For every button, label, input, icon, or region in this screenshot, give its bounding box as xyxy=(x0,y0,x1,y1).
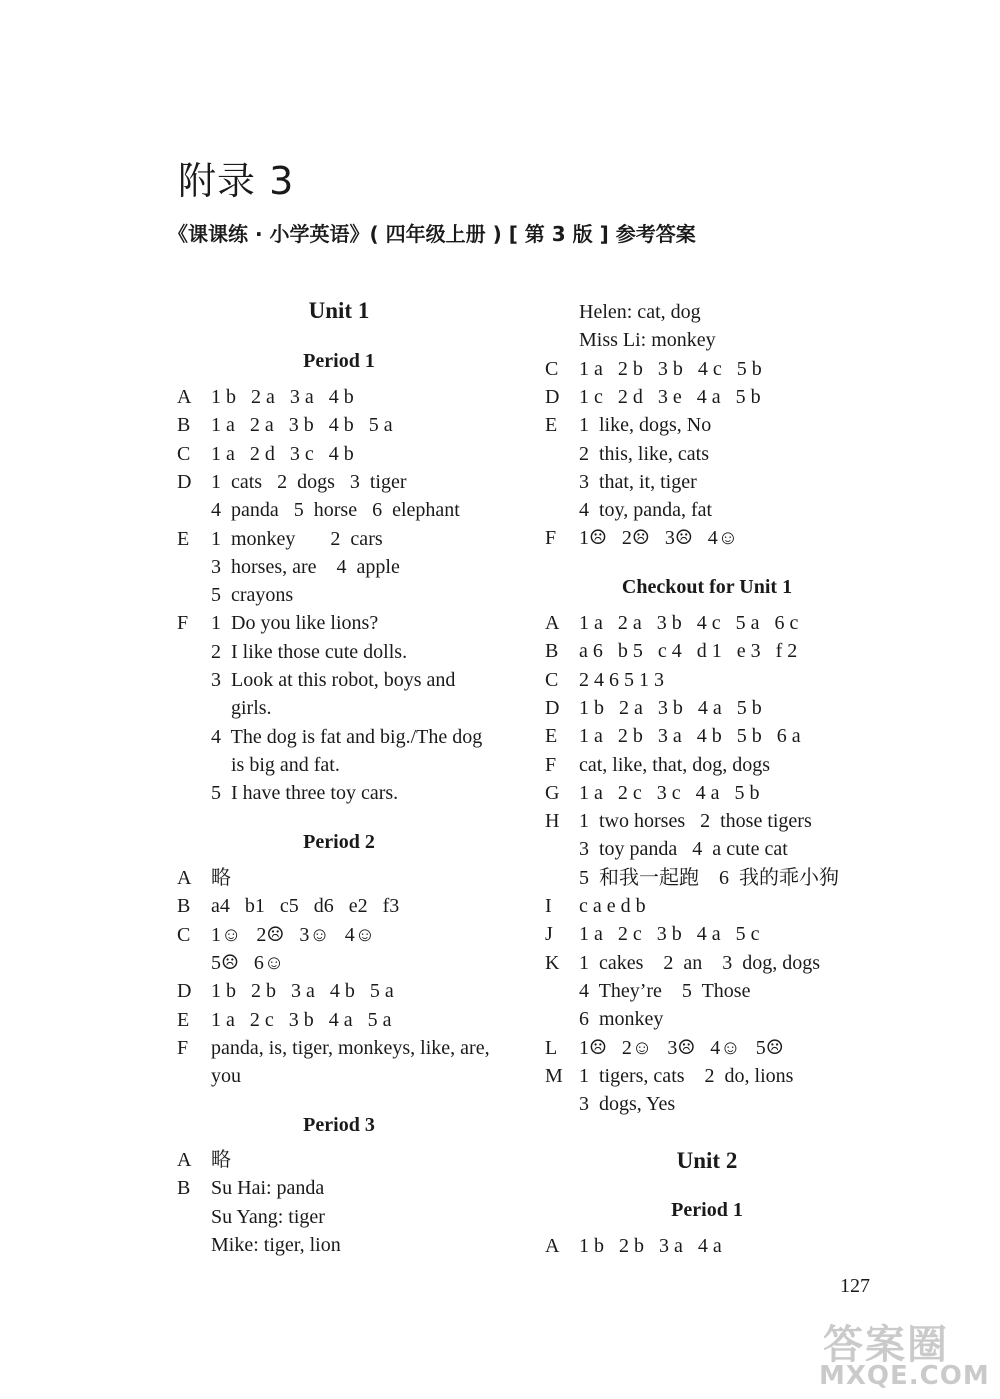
answer-label: C xyxy=(545,357,559,380)
answer-row xyxy=(545,1034,905,1062)
answer-row xyxy=(177,1174,537,1202)
answer-label: I xyxy=(545,895,552,917)
watermark-logo xyxy=(815,1313,995,1393)
answer-row xyxy=(177,496,537,524)
period-heading: Period 1 xyxy=(671,1199,743,1221)
answer-label: C xyxy=(177,923,191,946)
answer-row xyxy=(177,1006,537,1034)
answer-row xyxy=(545,722,905,750)
answer-text: you xyxy=(211,1065,241,1088)
answer-label: E xyxy=(545,414,558,437)
answer-row xyxy=(545,977,905,1005)
answer-text: Miss Li: monkey xyxy=(579,329,716,352)
answer-row xyxy=(177,411,537,439)
answer-row xyxy=(177,666,537,694)
answer-row xyxy=(545,496,905,524)
answer-label: L xyxy=(545,1036,558,1059)
answer-label: A xyxy=(545,1235,560,1257)
period-heading: Period 3 xyxy=(303,1114,375,1136)
answer-text: 略 xyxy=(211,1149,231,1171)
answer-text: 1 tigers, cats 2 do, lions xyxy=(579,1064,794,1087)
answer-row xyxy=(177,638,537,666)
answer-text: 1 a 2 a 3 b 4 c 5 a 6 c xyxy=(579,612,799,634)
answer-row xyxy=(545,694,905,722)
answer-text: 3 toy panda 4 a cute cat xyxy=(579,838,788,861)
answer-row xyxy=(545,1005,905,1033)
answer-text: 1☺ 2☹ 3☺ 4☺ xyxy=(211,923,376,946)
answer-text: 5 和我一起跑 6 我的乖小狗 xyxy=(579,866,839,889)
answer-text: 1 c 2 d 3 e 4 a 5 b xyxy=(579,385,761,408)
answer-label: F xyxy=(545,753,557,776)
answer-label: F xyxy=(545,527,557,550)
answer-row xyxy=(545,1062,905,1090)
answer-row xyxy=(545,779,905,807)
answer-text: 5 crayons xyxy=(211,584,294,607)
answer-row xyxy=(545,807,905,835)
answer-label: D xyxy=(177,470,192,493)
answer-label: G xyxy=(545,781,560,804)
watermark-text-bottom: MXQE.COM xyxy=(819,1361,990,1391)
answer-row xyxy=(545,383,905,411)
answer-row xyxy=(177,525,537,553)
answer-row xyxy=(177,383,537,411)
answer-text: 3 Look at this robot, boys and xyxy=(211,669,456,691)
answer-text: 1 a 2 c 3 b 4 a 5 c xyxy=(579,923,760,946)
answer-row xyxy=(545,666,905,694)
answer-row xyxy=(177,1062,537,1090)
answer-row xyxy=(545,892,905,920)
answer-label: D xyxy=(545,385,560,408)
answer-text: cat, like, that, dog, dogs xyxy=(579,753,771,776)
answer-text: 5☹ 6☺ xyxy=(211,951,285,974)
answer-label: K xyxy=(545,951,560,974)
answer-text: a4 b1 c5 d6 e2 f3 xyxy=(211,895,400,918)
answer-text: 1 monkey 2 cars xyxy=(211,527,383,550)
answer-text: 5 I have three toy cars. xyxy=(211,782,399,805)
answer-text: 1 b 2 a 3 b 4 a 5 b xyxy=(579,696,762,719)
answer-text: 2 4 6 5 1 3 xyxy=(579,668,664,691)
answer-label: D xyxy=(545,696,560,719)
answer-row xyxy=(177,977,537,1005)
answer-text: 1 cakes 2 an 3 dog, dogs xyxy=(579,951,821,974)
answer-row xyxy=(177,440,537,468)
answer-label: F xyxy=(177,612,189,635)
answer-text: 2 I like those cute dolls. xyxy=(211,640,408,663)
answer-label: H xyxy=(545,810,560,833)
answer-row xyxy=(545,524,905,552)
answer-row xyxy=(177,892,537,920)
answer-row xyxy=(545,609,905,637)
answer-text: 1 cats 2 dogs 3 tiger xyxy=(211,470,407,493)
answer-label: D xyxy=(177,980,192,1003)
answer-text: 2 this, like, cats xyxy=(579,442,709,465)
answer-row xyxy=(545,835,905,863)
answer-text: 1☹ 2☺ 3☹ 4☺ 5☹ xyxy=(579,1036,784,1059)
answer-text: is big and fat. xyxy=(211,753,340,776)
answer-label: B xyxy=(177,1177,191,1200)
answer-text: 3 that, it, tiger xyxy=(579,470,697,493)
answer-label: A xyxy=(545,612,560,634)
answer-text: a 6 b 5 c 4 d 1 e 3 f 2 xyxy=(579,640,798,663)
answer-row xyxy=(177,864,537,892)
answer-text: 1 like, dogs, No xyxy=(579,414,712,437)
answer-label: B xyxy=(545,640,559,663)
answer-row xyxy=(545,440,905,468)
answer-text: 4 toy, panda, fat xyxy=(579,499,713,522)
answer-row xyxy=(177,1231,537,1259)
answer-row xyxy=(545,864,905,892)
answer-label: E xyxy=(545,725,558,748)
answer-label: B xyxy=(177,895,191,918)
answer-text: 1 a 2 b 3 a 4 b 5 b 6 a xyxy=(579,725,801,748)
answer-text: 1 b 2 b 3 a 4 b 5 a xyxy=(211,980,394,1003)
answer-row xyxy=(545,920,905,948)
answer-text: 6 monkey xyxy=(579,1008,664,1031)
answer-text: 3 dogs, Yes xyxy=(579,1093,676,1116)
answer-label: F xyxy=(177,1036,189,1059)
answer-text: 1 b 2 b 3 a 4 a xyxy=(579,1235,722,1257)
checkout-heading: Checkout for Unit 1 xyxy=(621,576,793,598)
answer-label: A xyxy=(177,867,192,889)
answer-label: M xyxy=(545,1064,563,1087)
answer-row xyxy=(545,751,905,779)
answer-row xyxy=(545,1232,905,1260)
answer-label: C xyxy=(545,668,559,691)
answer-row xyxy=(545,949,905,977)
answer-label: E xyxy=(177,527,190,550)
answer-text: 1 a 2 c 3 b 4 a 5 a xyxy=(211,1008,392,1031)
answer-text: 4 They’re 5 Those xyxy=(579,979,751,1002)
appendix-title: 附录 3 xyxy=(178,159,295,203)
answer-text: 3 horses, are 4 apple xyxy=(211,555,400,578)
answer-row xyxy=(545,468,905,496)
answer-text: 1 a 2 b 3 b 4 c 5 b xyxy=(579,357,762,380)
page-number: 127 xyxy=(840,1275,870,1297)
answer-row xyxy=(177,949,537,977)
unit-heading: Unit 2 xyxy=(676,1148,738,1173)
period-heading: Period 2 xyxy=(303,831,375,853)
answer-text: 1 Do you like lions? xyxy=(211,612,379,635)
answer-text: Mike: tiger, lion xyxy=(211,1233,341,1256)
answer-text: 1 a 2 a 3 b 4 b 5 a xyxy=(211,414,393,437)
answer-text: 略 xyxy=(211,867,231,889)
answer-text: 1 b 2 a 3 a 4 b xyxy=(211,386,354,408)
answer-text: 4 panda 5 horse 6 elephant xyxy=(211,499,460,522)
answer-label: C xyxy=(177,442,191,465)
answer-row xyxy=(177,581,537,609)
answer-row xyxy=(177,1146,537,1174)
answer-text: 1 a 2 c 3 c 4 a 5 b xyxy=(579,781,760,804)
answer-row xyxy=(545,355,905,383)
answer-row xyxy=(177,751,537,779)
answer-text: c a e d b xyxy=(579,895,646,917)
answer-text: 4 The dog is fat and big./The dog xyxy=(211,725,483,748)
answer-row xyxy=(545,326,905,354)
answer-row xyxy=(545,637,905,665)
watermark-text-top: 答案圈 xyxy=(823,1322,949,1368)
answer-row xyxy=(177,553,537,581)
answer-text: girls. xyxy=(211,697,272,720)
answer-row xyxy=(177,1034,537,1062)
answer-row xyxy=(177,921,537,949)
answer-text: Su Hai: panda xyxy=(211,1177,325,1200)
answer-label: A xyxy=(177,386,192,408)
answer-text: 1☹ 2☹ 3☹ 4☺ xyxy=(579,527,739,550)
answer-label: J xyxy=(545,923,553,946)
unit-heading: Unit 1 xyxy=(308,298,370,323)
answer-label: A xyxy=(177,1149,192,1171)
answer-text: Helen: cat, dog xyxy=(579,301,701,323)
document-subtitle: 《课课练 · 小学英语》( 四年级上册 ) [ 第 3 版 ] 参考答案 xyxy=(168,222,696,246)
answer-text: 1 two horses 2 those tigers xyxy=(579,810,812,833)
answer-label: E xyxy=(177,1008,190,1031)
answer-row xyxy=(177,468,537,496)
answer-text: 1 a 2 d 3 c 4 b xyxy=(211,442,354,465)
answer-row xyxy=(177,1203,537,1231)
answer-row xyxy=(177,723,537,751)
answer-row xyxy=(545,411,905,439)
answer-row xyxy=(545,298,905,326)
answer-row xyxy=(177,609,537,637)
answer-row xyxy=(177,779,537,807)
answer-row xyxy=(177,694,537,722)
answer-text: panda, is, tiger, monkeys, like, are, xyxy=(211,1036,490,1059)
answer-row xyxy=(545,1090,905,1118)
answer-label: B xyxy=(177,414,191,437)
period-heading: Period 1 xyxy=(303,350,375,372)
answer-text: Su Yang: tiger xyxy=(211,1205,325,1228)
